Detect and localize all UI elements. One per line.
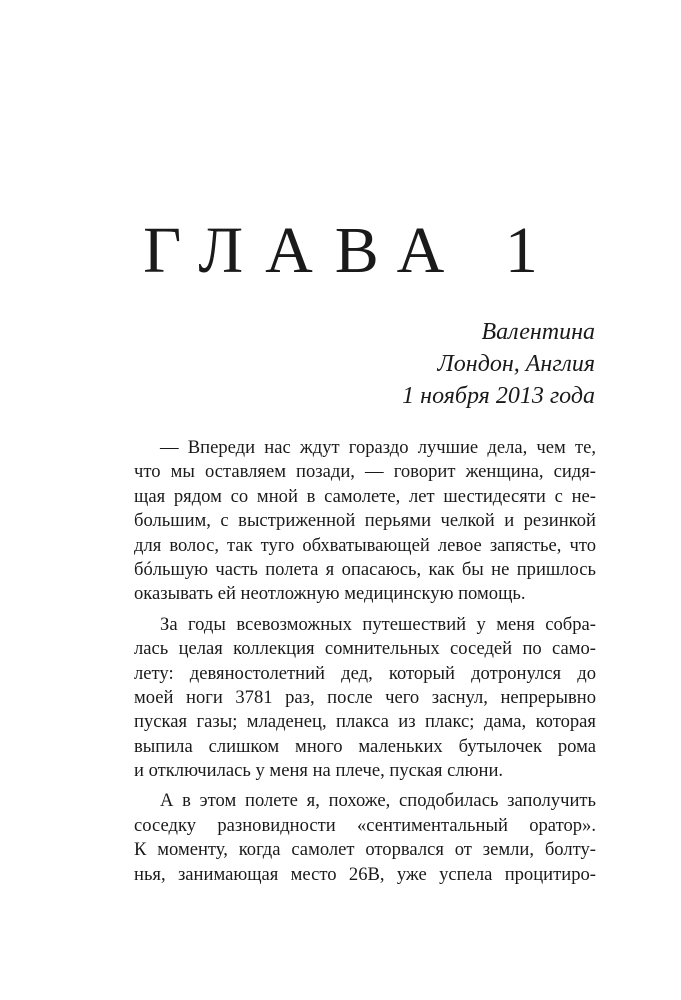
text-line: А в этом полете я, похоже, сподобилась заполучить: [160, 790, 596, 812]
paragraph-1: [134, 436, 596, 607]
text-line: нья, занимающая место 26B, уже успела процитиро-: [134, 863, 596, 885]
text-line: К моменту, когда самолет оторвался от земли, болту-: [134, 839, 596, 861]
epigraph-place: Лондон, Англия: [437, 351, 595, 377]
epigraph-date: 1 ноября 2013 года: [402, 383, 595, 409]
chapter-epigraph: [402, 316, 595, 412]
text-line: пуская газы; младенец, плакса из плакс; дама, которая: [134, 711, 596, 733]
text-line: лету: девяностолетний дед, который дотронулся до: [134, 662, 596, 684]
body-text: [134, 436, 596, 893]
text-line: и отключилась у меня на плече, пуская слюни.: [134, 760, 504, 782]
text-line: лась целая коллекция сомнительных соседей по само-: [134, 638, 596, 660]
text-line: для волос, так туго обхватывающей левое запястье, что: [134, 534, 596, 556]
text-line: выпила слишком много маленьких бутылочек рома: [134, 735, 596, 757]
epigraph-name: Валентина: [481, 319, 595, 345]
text-line: — Впереди нас ждут гораздо лучшие дела, чем те,: [160, 437, 596, 458]
chapter-title: ГЛАВА 1: [143, 214, 560, 287]
text-line: щая рядом со мной в самолете, лет шестидесяти с не-: [134, 485, 596, 507]
text-line: большим, с выстриженной перьями челкой и резинкой: [134, 510, 596, 532]
text-line: соседку разновидности «сентиментальный оратор».: [134, 814, 596, 836]
text-line: моей ноги 3781 раз, после чего заснул, непрерывно: [134, 686, 596, 708]
text-line: что мы оставляем позади, — говорит женщина, сидя-: [134, 461, 596, 483]
paragraph-2: [134, 613, 596, 784]
text-line: За годы всевозможных путешествий у меня собра-: [160, 613, 596, 635]
text-line: бóльшую часть полета я опасаюсь, как бы не пришлось: [134, 558, 596, 580]
paragraph-3: [134, 789, 596, 887]
text-line: оказывать ей неотложную медицинскую помощь.: [134, 583, 526, 605]
